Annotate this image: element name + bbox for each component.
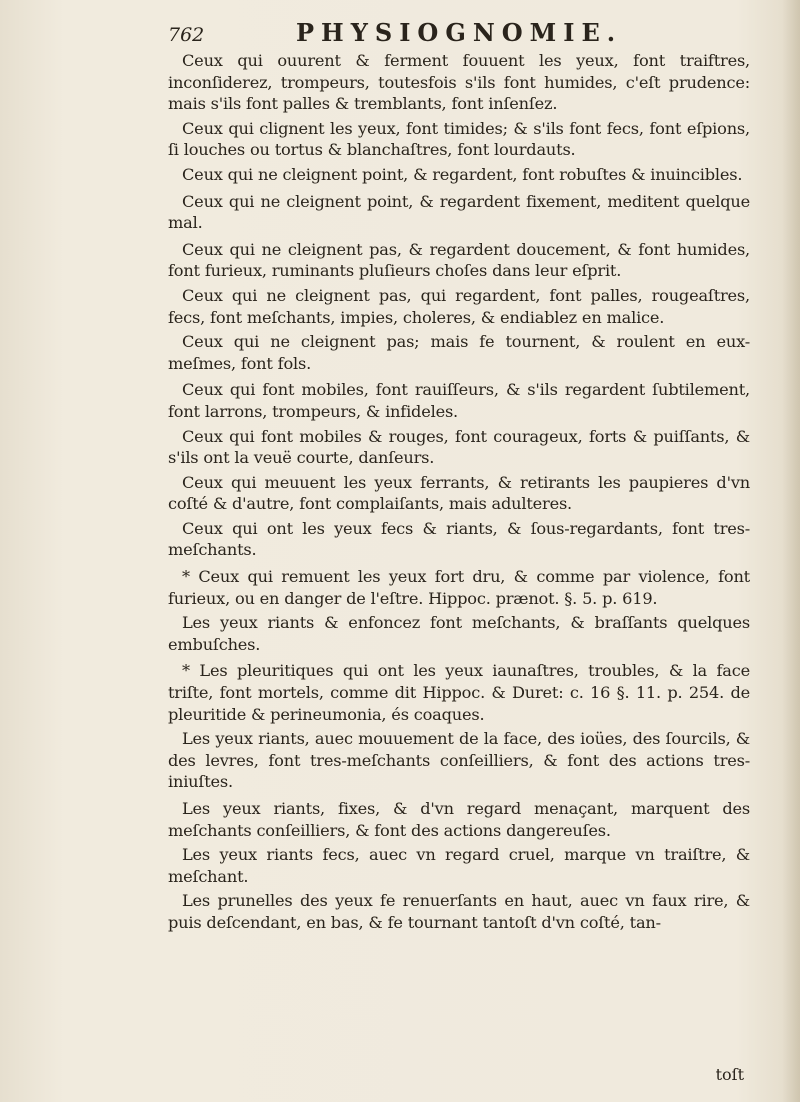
paragraph: Ceux qui ne cleignent pas, qui regardent, font palles, rougeaſtres, fecs, font meſchants, impies, choleres, & endiablez en malice. — [168, 285, 750, 327]
paragraph: Les prunelles des yeux fe renuerſants en haut, auec vn faux rire, & puis deſcendant, en bas, & fe tournant tantoſt d'vn coſté, tan- — [168, 891, 750, 932]
paragraph: Ceux qui ne cleignent point, & regardent, font robuſtes & inuincibles. — [182, 164, 743, 184]
paragraph: Les yeux riants fecs, auec vn regard cruel, marque vn traiſtre, & meſchant. — [168, 845, 750, 886]
paragraph: Les yeux riants, auec mouuement de la face, des ioües, des ſourcils, & des levres, font tres-meſchants conſeilliers, & font des actions tres-iniuſtes. — [168, 729, 750, 792]
paragraph: Les yeux riants, fixes, & d'vn regard menaçant, marquent des meſchants conſeilliers, & font des actions dangereuſes. — [168, 799, 750, 840]
header-title: PHYSIOGNOMIE. — [296, 18, 623, 47]
paragraph: Les yeux riants & enfoncez font meſchants, & braſſants quelques embuſches. — [168, 613, 750, 654]
paragraph: Ceux qui ne cleignent pas; mais fe tournent, & roulent en eux-meſmes, font fols. — [168, 332, 750, 373]
paragraph: Ceux qui ont les yeux fecs & riants, & ſous-regardants, font tres-meſchants. — [168, 518, 750, 560]
paragraph: Ceux qui ne cleignent point, & regardent fixement, meditent quelque mal. — [168, 191, 750, 233]
paragraph: Ceux qui ouurent & ferment fouuent les yeux, font traiftres, inconſiderez, trompeurs, toutesfois s'ils font humides, c'eſt prudence: mais s'ils font palles & tremblants, font inſenſez. — [168, 51, 750, 114]
paragraph: Ceux qui font mobiles, font rauiſſeurs, & s'ils regardent ſubtilement, font larrons, trompeurs, & infideles. — [168, 380, 750, 421]
paragraph: Ceux qui ne cleignent pas, & regardent doucement, & font humides, font furieux, ruminants pluſieurs choſes dans leur eſprit. — [168, 239, 750, 281]
running-head — [168, 18, 750, 48]
paragraph: * Ceux qui remuent les yeux fort dru, & comme par violence, font furieux, ou en danger de l'eſtre. Hippoc. prænot. §. 5. p. 619. — [168, 567, 750, 608]
paragraph: Ceux qui clignent les yeux, font timides; & s'ils font fecs, font eſpions, ſi louches ou tortus & blanchaſtres, font lourdauts. — [168, 118, 750, 160]
paragraph: * Les pleuritiques qui ont les yeux iaunaſtres, troubles, & la face triſte, font mortels, comme dit Hippoc. & Duret: c. 16 §. 11. p. 254. de pleuritide & perineumonia, és coaques. — [168, 661, 750, 724]
body-text — [168, 50, 750, 934]
page-edge-shadow — [782, 0, 800, 1102]
page-number: 762 — [168, 24, 205, 46]
paragraph: Ceux qui font mobiles & rouges, font courageux, forts & puiſſants, & s'ils ont la veuë courte, danſeurs. — [168, 426, 750, 468]
catchword: toſt — [715, 1065, 744, 1084]
paragraph: Ceux qui meuuent les yeux ferrants, & retirants les paupieres d'vn coſté & d'autre, font complaiſants, mais adulteres. — [168, 472, 750, 514]
